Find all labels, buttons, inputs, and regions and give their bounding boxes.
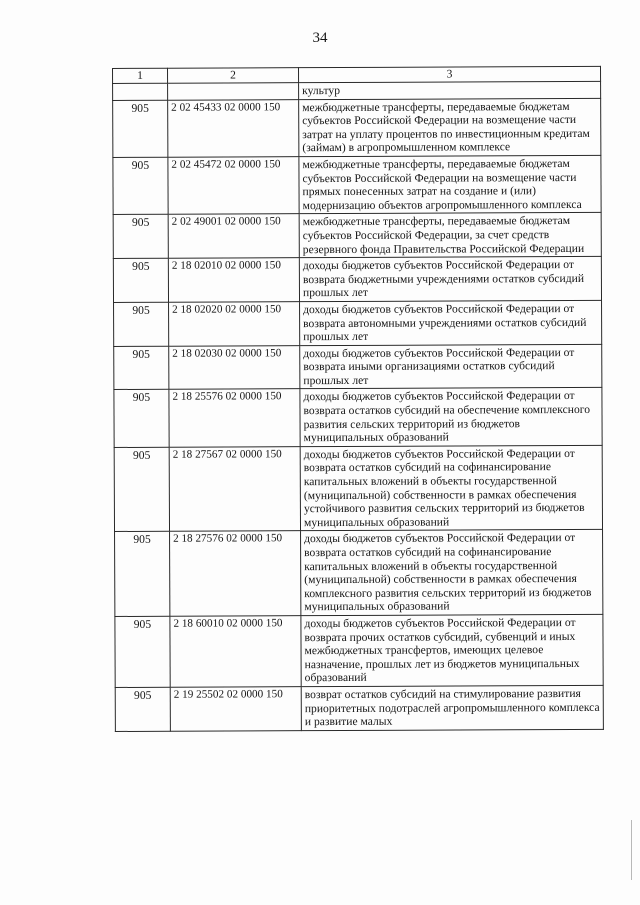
description-cell: доходы бюджетов субъектов Российской Федерации от возврата автономными учреждениями остатков субсидий прошлых лет — [300, 300, 602, 345]
admin-code-cell: 905 — [114, 302, 169, 346]
admin-code-cell: 905 — [113, 100, 168, 158]
table-row — [115, 685, 603, 731]
table-row — [115, 614, 603, 687]
budget-code-cell: 2 18 02020 02 0000 150 — [169, 302, 300, 346]
description-cell: доходы бюджетов субъектов Российской Федерации от возврата остатков субсидий на софинансирование капитальных вложений в объекты государственной (муниципальной) собственности в рамках обеспечения устойчивого развития сельских территорий из бюджетов муниципальных образований — [300, 445, 602, 531]
edge-mark — [631, 820, 632, 880]
table-row — [114, 445, 602, 532]
budget-code-cell: 2 02 49001 02 0000 150 — [168, 214, 299, 258]
admin-code-cell: 905 — [114, 447, 169, 532]
budget-code-cell: 2 18 27576 02 0000 150 — [170, 531, 301, 616]
budget-code-cell: 2 18 25576 02 0000 150 — [169, 389, 300, 447]
description-cell: доходы бюджетов субъектов Российской Федерации от возврата прочих остатков субсидий, субвенций и иных межбюджетных трансфертов, имеющих целевое назначение, прошлых лет из бюджетов муниципальных образований — [301, 614, 603, 686]
header-col-3: 3 — [299, 66, 601, 82]
admin-code-cell: 905 — [115, 687, 170, 731]
budget-classification-table — [112, 66, 604, 732]
page-number: 34 — [312, 30, 328, 46]
description-cell: межбюджетные трансферты, передаваемые бюджетам субъектов Российской Федерации на возмещение части прямых понесенных затрат на создание и (или) модернизацию объектов агропромышленного комплекса — [299, 155, 601, 214]
budget-code-cell: 2 18 27567 02 0000 150 — [169, 447, 300, 532]
header-col-2: 2 — [168, 68, 299, 84]
description-cell: межбюджетные трансферты, передаваемые бюджетам субъектов Российской Федерации на возмещение части затрат на уплату процентов по инвестиционным кредитам (займам) в агропромышленном комплексе — [299, 98, 601, 157]
table-row — [114, 344, 602, 390]
continuation-text: культур — [299, 81, 601, 99]
admin-code-cell: 905 — [113, 157, 168, 215]
table-row — [114, 388, 602, 448]
table-row — [113, 155, 601, 215]
description-cell: доходы бюджетов субъектов Российской Федерации от возврата бюджетными учреждениями остатков субсидий прошлых лет — [299, 256, 601, 301]
description-cell: доходы бюджетов субъектов Российской Федерации от возврата иными организациями остатков субсидий прошлых лет — [300, 344, 602, 389]
table-row — [113, 256, 601, 302]
description-cell: межбюджетные трансферты, передаваемые бюджетам субъектов Российской Федерации, за счет средств резервного фонда Правительства Российской Федерации — [299, 213, 601, 258]
budget-code-cell: 2 19 25502 02 0000 150 — [170, 687, 301, 731]
table-row — [113, 213, 601, 259]
admin-code-cell: 905 — [115, 616, 170, 687]
admin-code-cell: 905 — [115, 532, 170, 617]
budget-code-cell: 2 02 45433 02 0000 150 — [168, 99, 299, 157]
budget-code-cell: 2 18 60010 02 0000 150 — [170, 616, 301, 688]
admin-code-cell: 905 — [114, 390, 169, 448]
description-cell: возврат остатков субсидий на стимулирование развития приоритетных подотраслей агропромышленного комплекса и развитие малых — [301, 685, 603, 730]
admin-code-cell: 905 — [113, 215, 168, 259]
admin-code-cell: 905 — [114, 346, 169, 390]
table-row — [115, 530, 603, 617]
table-row — [114, 300, 602, 346]
table-row — [113, 98, 601, 158]
budget-code-cell: 2 18 02030 02 0000 150 — [169, 345, 300, 389]
admin-code-cell: 905 — [113, 258, 168, 302]
budget-code-cell: 2 02 45472 02 0000 150 — [168, 157, 299, 215]
header-col-1: 1 — [113, 68, 168, 83]
description-cell: доходы бюджетов субъектов Российской Федерации от возврата остатков субсидий на обеспечение комплексного развития сельских территорий из бюджетов муниципальных образований — [300, 388, 602, 447]
budget-code-cell: 2 18 02010 02 0000 150 — [168, 258, 299, 302]
description-cell: доходы бюджетов субъектов Российской Федерации от возврата остатков субсидий на софинансирование капитальных вложений в объекты государственной (муниципальной) собственности в рамках обеспечения комплексного развития сельских территорий из бюджетов муниципальных образований — [301, 530, 603, 616]
